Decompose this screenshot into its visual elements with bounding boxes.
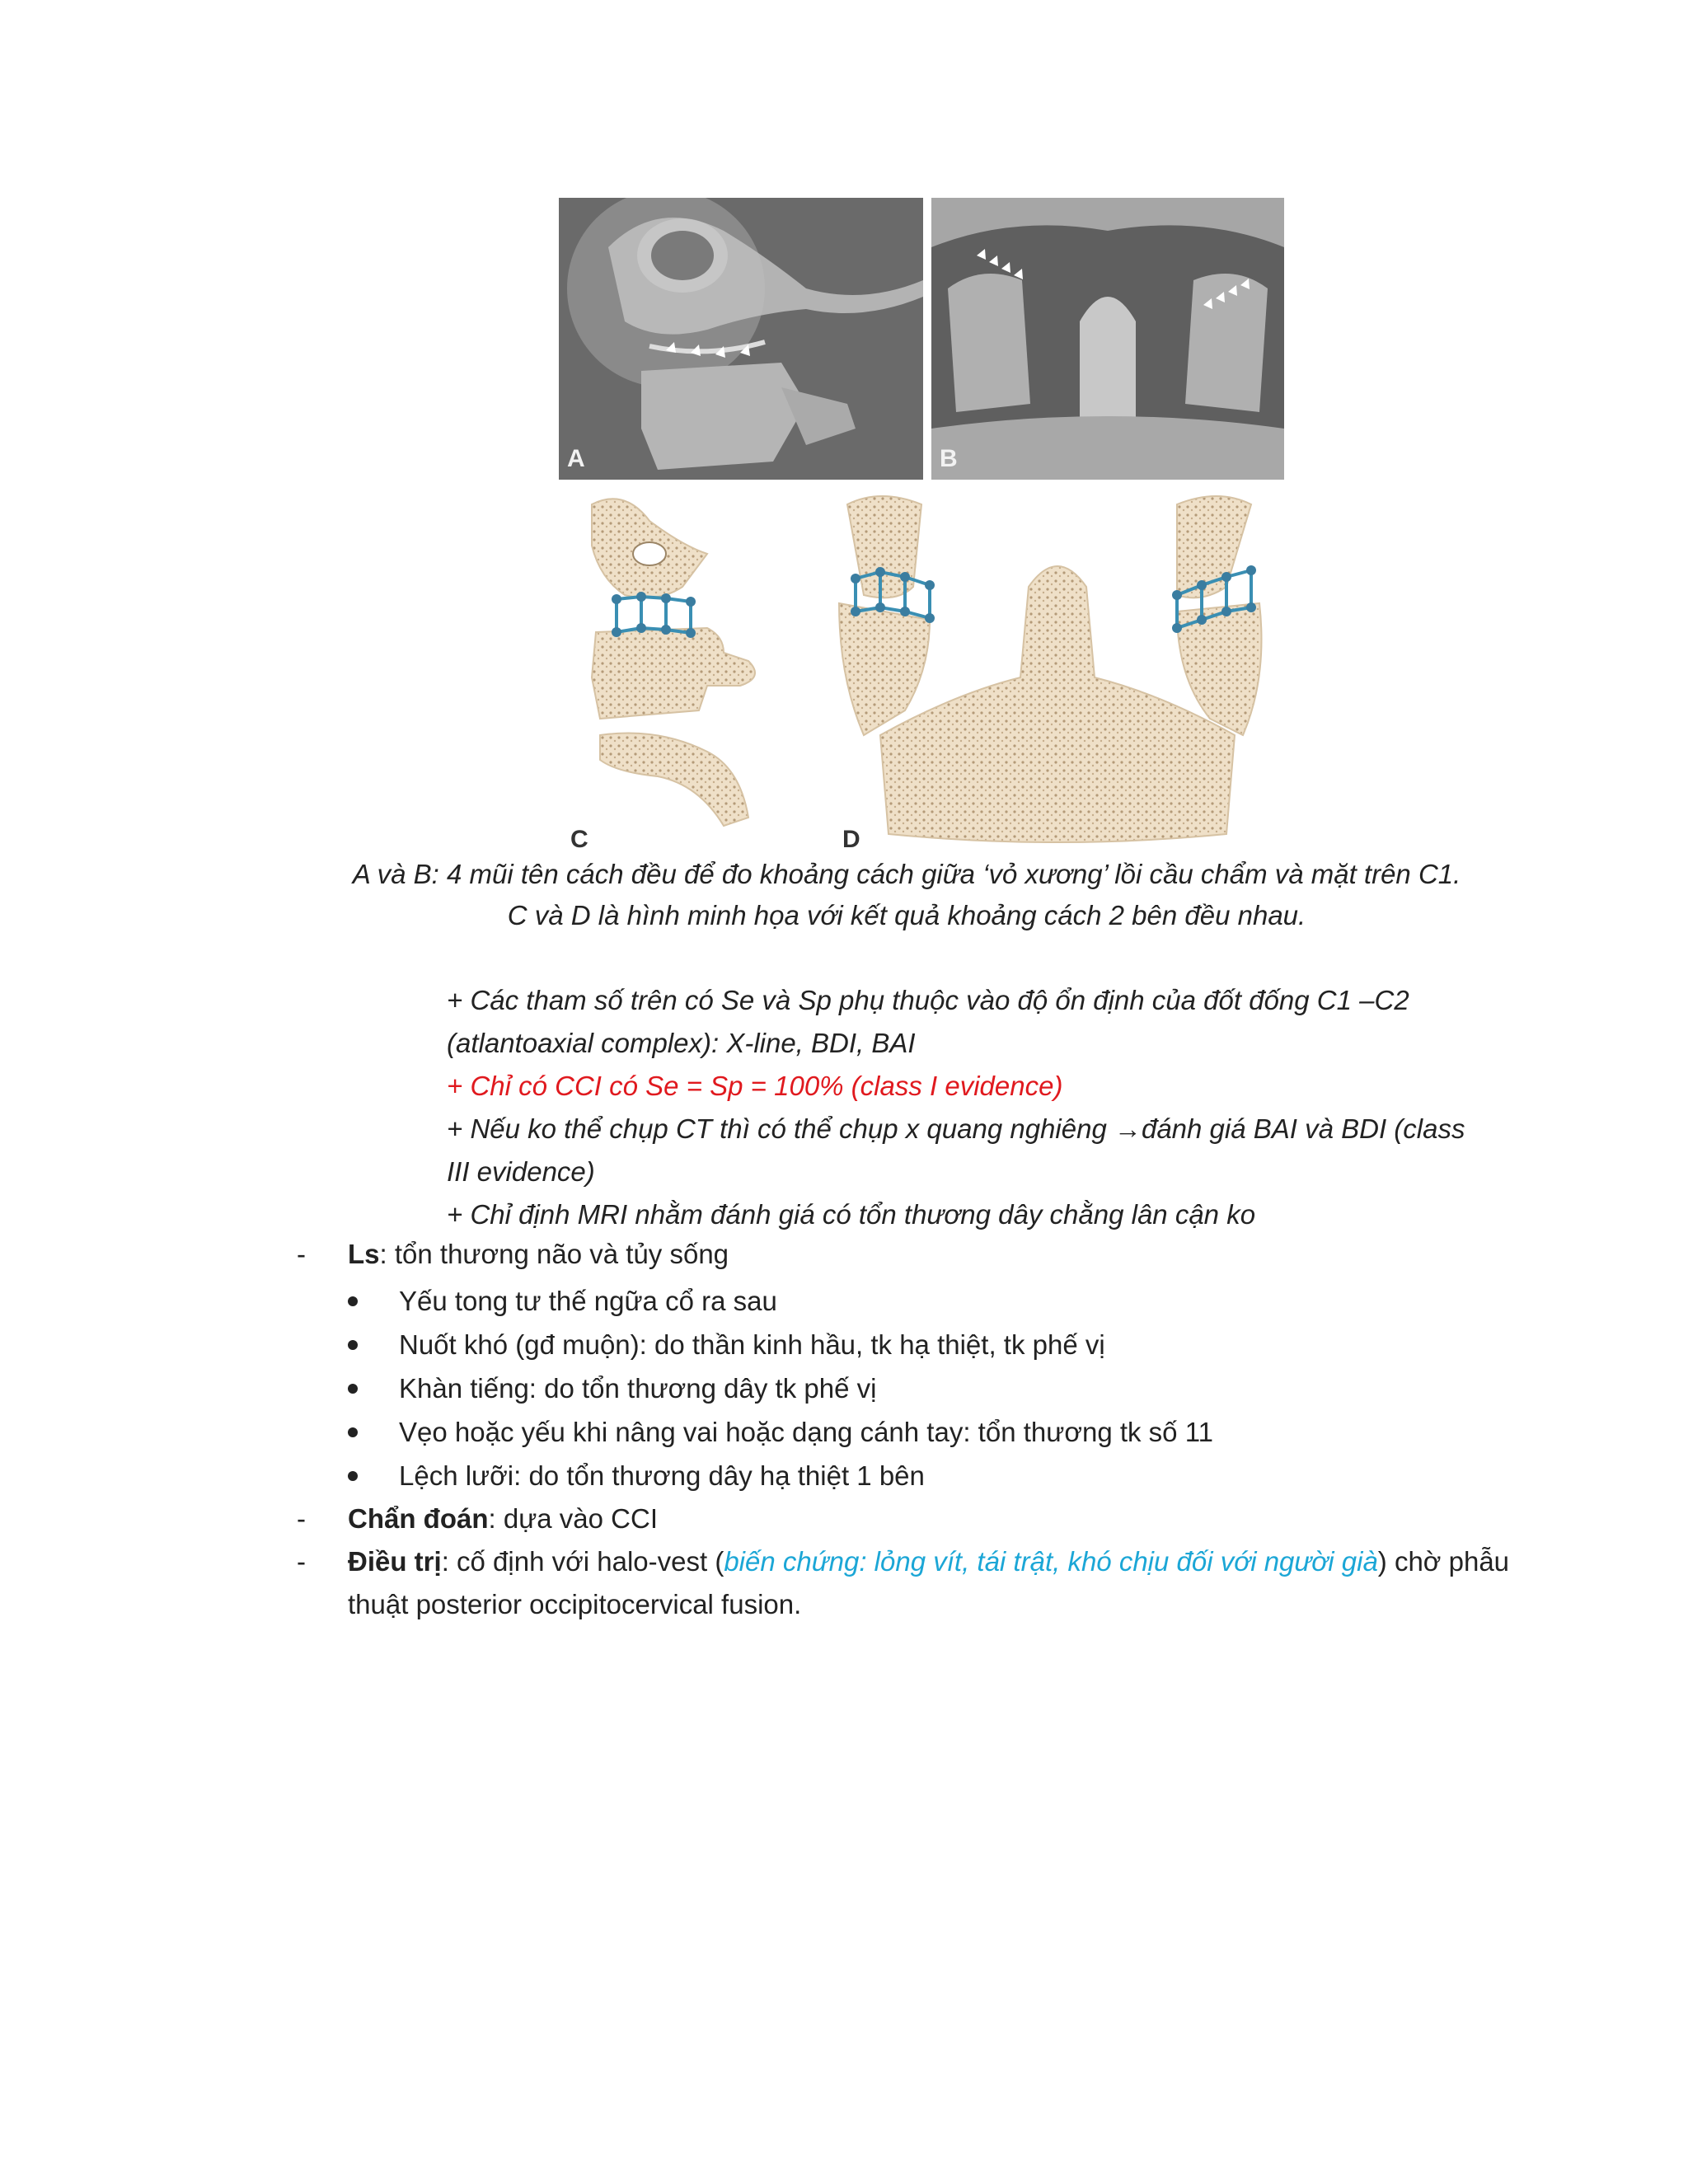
caption-line-2: C và D là hình minh họa với kết quả khoảng cách 2 bên đều nhau. xyxy=(507,900,1306,930)
ls-bullet-list xyxy=(348,1279,1517,1497)
bullet-icon xyxy=(348,1384,358,1394)
list-item xyxy=(348,1323,1517,1366)
dash-marker: - xyxy=(297,1503,306,1534)
section-text-dieu-tri-after: ) chờ phẫu thuật posterior occipitocervical fusion. xyxy=(348,1546,1510,1619)
section-text-chan-doan: : dựa vào CCI xyxy=(488,1503,659,1534)
section-label-chan-doan: Chẩn đoán xyxy=(348,1503,489,1534)
section-dieu-tri xyxy=(297,1540,1517,1626)
bullet-icon xyxy=(348,1340,358,1350)
figure-ct-ccI xyxy=(559,198,1284,857)
section-label-dieu-tri: Điều trị xyxy=(348,1546,442,1577)
list-item-text: Vẹo hoặc yếu khi nâng vai hoặc dạng cánh tay: tổn thương tk số 11 xyxy=(399,1417,1213,1447)
panel-label-b: B xyxy=(940,445,958,472)
section-text-ls: : tổn thương não và tủy sống xyxy=(379,1239,729,1269)
list-item xyxy=(348,1366,1517,1410)
note-cci: + Chỉ có CCI có Se = Sp = 100% (class I evidence) xyxy=(447,1071,1063,1101)
section-list xyxy=(297,1233,1517,1626)
note-mri: + Chỉ định MRI nhằm đánh giá có tổn thương dây chằng lân cận ko xyxy=(447,1199,1256,1230)
list-item-text: Nuốt khó (gđ muộn): do thần kinh hầu, tk hạ thiệt, tk phế vị xyxy=(399,1329,1105,1360)
section-label-ls: Ls xyxy=(348,1239,380,1269)
list-item-text: Khàn tiếng: do tổn thương dây tk phế vị xyxy=(399,1373,877,1404)
section-text-dieu-tri: : cố định với halo-vest ( xyxy=(441,1546,724,1577)
bullet-icon xyxy=(348,1296,358,1306)
panel-label-a: A xyxy=(567,445,585,472)
list-item-text: Lệch lưỡi: do tổn thương dây hạ thiệt 1 bên xyxy=(399,1460,925,1491)
dash-marker: - xyxy=(297,1239,306,1269)
illustration-d xyxy=(831,488,1284,857)
list-item xyxy=(348,1279,1517,1323)
bullet-icon xyxy=(348,1471,358,1481)
panel-label-c: C xyxy=(570,826,588,853)
list-item xyxy=(348,1410,1517,1454)
section-chan-doan xyxy=(297,1497,1517,1540)
ct-image-a xyxy=(559,198,923,480)
complication-text: biến chứng: lỏng vít, tái trật, khó chịu đối với người già xyxy=(724,1546,1378,1577)
panel-label-d: D xyxy=(842,826,860,853)
caption-line-1: A và B: 4 mũi tên cách đều để đo khoảng cách giữa ‘vỏ xương’ lồi cầu chẩm và mặt trên C1. xyxy=(352,859,1461,889)
illustration-c xyxy=(559,488,775,857)
section-ls xyxy=(297,1233,1517,1497)
list-item-text: Yếu tong tư thế ngữa cổ ra sau xyxy=(399,1286,777,1316)
bullet-icon xyxy=(348,1427,358,1437)
figure-caption xyxy=(247,854,1566,936)
ct-image-b xyxy=(931,198,1284,480)
note-se-sp: + Các tham số trên có Se và Sp phụ thuộc vào độ ổn định của đốt đống C1 –C2 (atlantoaxial complex): X-line, BDI, BAI xyxy=(447,985,1409,1058)
notes-block xyxy=(447,979,1493,1236)
dash-marker: - xyxy=(297,1546,306,1577)
note-xray: + Nếu ko thể chụp CT thì có thể chụp x quang nghiêng →đánh giá BAI và BDI (class III evidence) xyxy=(447,1113,1465,1187)
list-item xyxy=(348,1454,1517,1497)
